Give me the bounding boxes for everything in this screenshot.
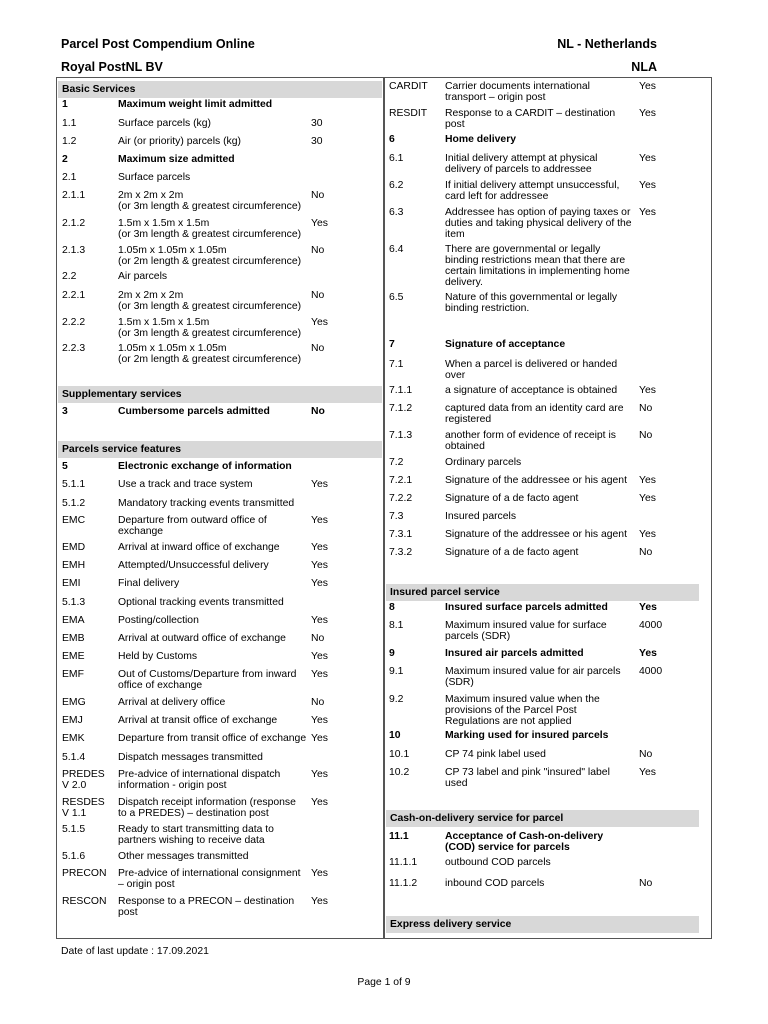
item-description: Signature of the addressee or his agent [445,475,627,486]
item-value: Yes [639,602,657,613]
item-value: 4000 [639,666,663,677]
item-description: Departure from outward office of exchange [118,515,267,537]
item-value: Yes [639,81,656,92]
item-description: Initial delivery attempt at physical delivery of parcels to addressee [445,153,598,175]
item-description: Use a track and trace system [118,479,253,490]
item-number: EMH [62,560,86,571]
item-number: 5.1.3 [62,597,86,608]
last-update: Date of last update : 17.09.2021 [61,946,209,957]
item-number: EMK [62,733,85,744]
item-value: No [639,749,653,760]
item-number: 9.2 [389,694,404,705]
item-description: Air parcels [118,271,168,282]
item-description: Signature of acceptance [445,339,566,350]
item-number: 5.1.6 [62,851,86,862]
item-description: Departure from transit office of exchange [118,733,307,744]
item-number: EMA [62,615,85,626]
item-description: Ready to start transmitting data to partners wishing to receive data [118,824,274,846]
item-description: Signature of a de facto agent [445,493,579,504]
item-description: Surface parcels (kg) [118,118,211,129]
item-number: 11.1.1 [389,857,418,868]
item-description: Maximum insured value for air parcels (SDR) [445,666,621,688]
item-description: Attempted/Unsuccessful delivery [118,560,269,571]
item-number: 7.2 [389,457,404,468]
item-description: Electronic exchange of information [118,461,292,472]
item-value: No [639,878,653,889]
item-value: Yes [639,180,656,191]
item-description: Arrival at delivery office [118,697,226,708]
item-description: Insured air parcels admitted [445,648,584,659]
item-number: 11.1 [389,831,409,842]
item-number: EMD [62,542,86,553]
compendium-title: Parcel Post Compendium Online [61,37,255,51]
item-number: 8.1 [389,620,404,631]
item-description: Addressee has option of paying taxes or duties and taking physical delivery of the item [445,207,632,240]
item-number: 7.1.3 [389,430,413,441]
item-number: 9.1 [389,666,404,677]
item-description: Arrival at transit office of exchange [118,715,278,726]
item-description: Maximum insured value for surface parcels (SDR) [445,620,607,642]
item-value: Yes [639,529,656,540]
item-description: Air (or priority) parcels (kg) [118,136,241,147]
item-description: If initial delivery attempt unsuccessful, card left for addressee [445,180,620,202]
item-value: Yes [311,615,328,626]
item-value: Yes [311,317,328,328]
item-description: outbound COD parcels [445,857,551,868]
item-number: RESDES V 1.1 [62,797,105,819]
section-header: Insured parcel service [386,584,699,601]
item-description: Insured parcels [445,511,517,522]
item-value: Yes [311,868,328,879]
item-value: Yes [311,479,328,490]
item-description: Final delivery [118,578,180,589]
item-description: Dispatch messages transmitted [118,752,263,763]
item-number: 6.3 [389,207,404,218]
item-value: 30 [311,118,323,129]
item-number: 10.1 [389,749,410,760]
item-number: EMB [62,633,85,644]
item-description: Surface parcels [118,172,191,183]
item-number: 8 [389,602,395,613]
item-description: 2m x 2m x 2m (or 3m length & greatest circumference) [118,190,302,212]
item-value: Yes [639,475,656,486]
item-number: 7.3.1 [389,529,413,540]
item-description: When a parcel is delivered or handed over [445,359,618,381]
item-number: 2.1.1 [62,190,86,201]
item-number: 5.1.5 [62,824,86,835]
item-value: Yes [639,108,656,119]
item-number: 6.4 [389,244,404,255]
item-value: Yes [311,715,328,726]
item-value: No [311,406,325,417]
item-value: Yes [311,896,328,907]
item-description: 1.05m x 1.05m x 1.05m (or 2m length & greatest circumference) [118,245,302,267]
item-value: Yes [311,797,328,808]
item-number: EMI [62,578,81,589]
item-number: 3 [62,406,68,417]
item-value: Yes [311,218,328,229]
item-description: 1.5m x 1.5m x 1.5m (or 3m length & greatest circumference) [118,317,302,339]
item-description: Mandatory tracking events transmitted [118,498,295,509]
item-description: Cumbersome parcels admitted [118,406,270,417]
item-number: EMJ [62,715,83,726]
item-description: CP 74 pink label used [445,749,546,760]
item-description: 1.5m x 1.5m x 1.5m (or 3m length & greatest circumference) [118,218,302,240]
item-description: Arrival at outward office of exchange [118,633,286,644]
item-number: CARDIT [389,81,428,92]
item-description: 1.05m x 1.05m x 1.05m (or 2m length & greatest circumference) [118,343,302,365]
item-number: 6.2 [389,180,404,191]
item-description: There are governmental or legally binding restrictions mean that there are certain limitations in implementing home delivery. [445,244,630,288]
item-description: Signature of a de facto agent [445,547,579,558]
item-number: EMF [62,669,84,680]
item-description: Ordinary parcels [445,457,522,468]
item-number: 2.1.2 [62,218,86,229]
item-description: Maximum size admitted [118,154,235,165]
item-description: Pre-advice of international dispatch information - origin post [118,769,281,791]
item-number: 6.1 [389,153,404,164]
section-header: Express delivery service [386,916,699,933]
item-number: 2.2.2 [62,317,86,328]
item-value: 30 [311,136,323,147]
item-description: Response to a PRECON – destination post [118,896,295,918]
item-description: Maximum insured value when the provisions of the Parcel Post Regulations are not applied [445,694,600,727]
section-header: Cash-on-delivery service for parcel [386,810,699,827]
item-value: No [639,403,653,414]
item-number: 5 [62,461,68,472]
item-value: Yes [311,578,328,589]
item-value: No [311,190,325,201]
item-value: No [311,633,325,644]
item-number: 2.2.3 [62,343,86,354]
item-number: EME [62,651,85,662]
item-value: No [311,343,325,354]
item-number: RESDIT [389,108,428,119]
item-number: 7.3 [389,511,404,522]
item-number: PRECON [62,868,107,879]
header-line-1 [61,37,657,51]
item-number: 11.1.2 [389,878,418,889]
item-number: RESCON [62,896,107,907]
item-value: No [311,245,325,256]
item-number: 7.2.2 [389,493,413,504]
item-description: Nature of this governmental or legally binding restriction. [445,292,618,314]
item-number: EMC [62,515,86,526]
item-value: Yes [311,669,328,680]
item-description: Posting/collection [118,615,199,626]
item-number: 2 [62,154,68,165]
item-description: 2m x 2m x 2m (or 3m length & greatest circumference) [118,290,302,312]
item-number: 7.2.1 [389,475,413,486]
item-number: 2.1.3 [62,245,86,256]
item-value: Yes [311,733,328,744]
item-description: inbound COD parcels [445,878,545,889]
item-number: 7.1.2 [389,403,413,414]
item-value: Yes [639,493,656,504]
item-number: PREDES V 2.0 [62,769,105,791]
item-number: 1 [62,99,68,110]
item-number: 7 [389,339,395,350]
item-description: Optional tracking events transmitted [118,597,284,608]
item-description: Arrival at inward office of exchange [118,542,280,553]
country-label: NL - Netherlands [557,37,657,51]
item-number: 6 [389,134,395,145]
right-column [385,78,711,938]
item-number: 5.1.2 [62,498,86,509]
section-header: Supplementary services [58,386,382,403]
item-description: captured data from an identity card are registered [445,403,624,425]
item-value: 4000 [639,620,663,631]
item-value: No [311,290,325,301]
item-description: a signature of acceptance is obtained [445,385,618,396]
item-description: another form of evidence of receipt is obtained [445,430,616,452]
item-description: Held by Customs [118,651,198,662]
left-column [57,78,383,938]
page-number: Page 1 of 9 [357,977,411,988]
item-value: Yes [311,651,328,662]
item-value: Yes [639,207,656,218]
item-description: Signature of the addressee or his agent [445,529,627,540]
section-header: Basic Services [58,81,382,98]
item-description: Dispatch receipt information (response to a PREDES) – destination post [118,797,296,819]
item-number: 10 [389,730,401,741]
item-number: 7.1 [389,359,404,370]
item-number: 5.1.1 [62,479,86,490]
item-number: 5.1.4 [62,752,86,763]
item-number: 7.3.2 [389,547,413,558]
header-line-2 [61,60,657,74]
item-value: Yes [639,767,656,778]
item-description: Insured surface parcels admitted [445,602,608,613]
item-number: 2.2.1 [62,290,86,301]
item-number: EMG [62,697,86,708]
item-number: 2.2 [62,271,77,282]
item-value: Yes [311,542,328,553]
item-number: 10.2 [389,767,410,778]
item-value: No [639,430,653,441]
item-number: 6.5 [389,292,404,303]
item-value: Yes [311,560,328,571]
item-number: 7.1.1 [389,385,413,396]
item-number: 2.1 [62,172,77,183]
item-description: Acceptance of Cash-on-delivery (COD) service for parcels [445,831,604,853]
compendium-table [56,77,712,939]
item-number: 1.2 [62,136,77,147]
item-number: 9 [389,648,395,659]
item-number: 1.1 [62,118,77,129]
item-value: No [639,547,653,558]
item-description: Carrier documents international transport – origin post [445,81,590,103]
item-description: Marking used for insured parcels [445,730,609,741]
item-description: Response to a CARDIT – destination post [445,108,616,130]
section-header: Parcels service features [58,441,382,458]
operator-name: Royal PostNL BV [61,60,163,74]
item-value: Yes [639,648,657,659]
item-value: No [311,697,325,708]
item-value: Yes [639,153,656,164]
item-description: CP 73 label and pink "insured" label used [445,767,610,789]
item-description: Maximum weight limit admitted [118,99,273,110]
operator-code: NLA [631,60,657,74]
item-value: Yes [311,515,328,526]
item-description: Pre-advice of international consignment – origin post [118,868,301,890]
item-value: Yes [311,769,328,780]
item-description: Out of Customs/Departure from inward office of exchange [118,669,297,691]
item-value: Yes [639,385,656,396]
item-description: Other messages transmitted [118,851,249,862]
item-description: Home delivery [445,134,517,145]
